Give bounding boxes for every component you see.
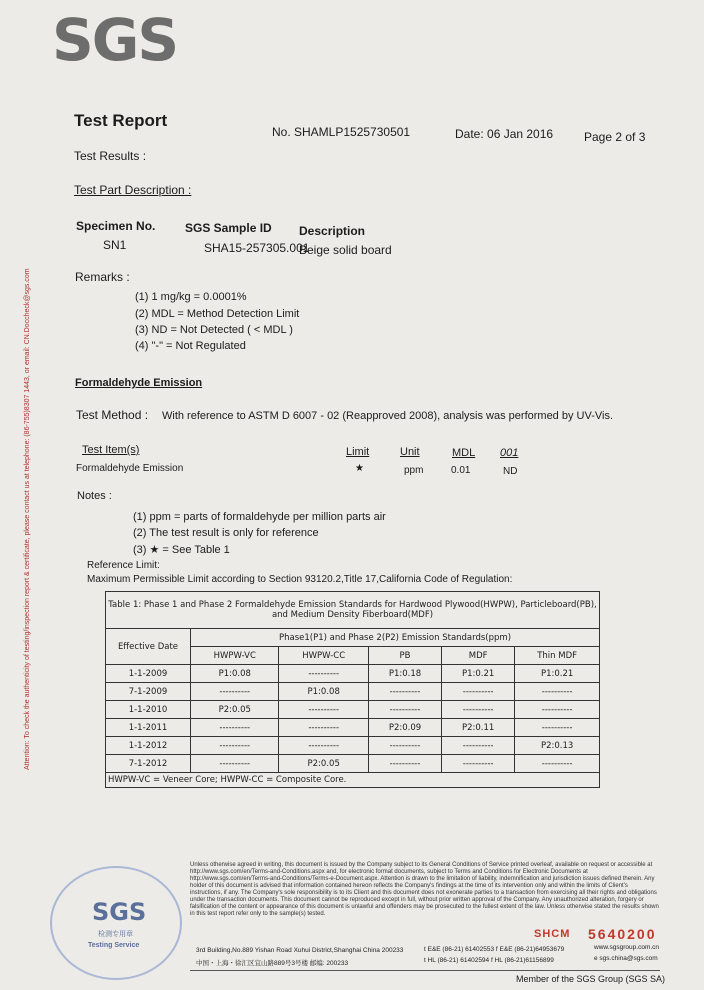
specimen-id: SHA15-257305.001: [204, 241, 310, 255]
results-item: Formaldehyde Emission: [76, 463, 184, 474]
specimen-desc: Beige solid board: [299, 243, 392, 257]
results-value: ND: [503, 466, 518, 477]
table-cell: ----------: [442, 701, 515, 719]
table-caption: Table 1: Phase 1 and Phase 2 Formaldehyde Emission Standards for Hardwood Plywood(HWPW), Particleboard(PB), and Medium Density Fiberboard(MDF): [106, 592, 600, 629]
table-row: [106, 737, 600, 755]
remark-item: (4) "-" = Not Regulated: [135, 340, 246, 352]
stamp-chinese-text: 检测专用章: [98, 931, 133, 938]
telephone-hl: t HL (86-21) 61402594 f HL (86-21)61156899: [424, 957, 554, 964]
authenticity-side-text: Attention: To check the authenticity of testing/inspection report & certificate, please contact us at telephone: (86-755)8307 1443, or email: CN.Doccheck@sgs.com: [24, 268, 31, 770]
table-row: [106, 701, 600, 719]
table-cell: 1-1-2010: [106, 701, 191, 719]
address-english: 3rd Building,No.889 Yishan Road Xuhui District,Shanghai China 200233: [196, 947, 404, 954]
table-cell: 7-1-2012: [106, 755, 191, 773]
table-cell: ----------: [279, 719, 368, 737]
page-number: Page 2 of 3: [584, 130, 646, 144]
remarks-label: Remarks :: [75, 270, 130, 284]
stamp-english-text: Testing Service: [88, 942, 140, 949]
note-item: (1) ppm = parts of formaldehyde per million parts air: [133, 511, 386, 523]
footer-disclaimer: Unless otherwise agreed in writing, this document is issued by the Company subject to its General Conditions of Service printed overleaf, available on request or accessible at http://www.sgs.com/en/Terms-and-Conditions.aspx and, for electronic format documents, subject to Terms and Conditions for Electronic Documents at http://www.sgs.com/en/Terms-and-Conditions/Terms-e-Document.aspx. Attention is drawn to the limitation of liability, indemnification and jurisdiction issues defined therein. Any holder of this document is advised that information contained hereon reflects the Company's findings at the time of its intervention only and within the limits of Client's instructions, if any. The Company's sole responsibility is to its Client and this document does not exonerate parties to a transaction from exercising all their rights and obligations under the transaction documents. This document cannot be reproduced except in full, without prior written approval of the Company. Any unauthorized alteration, forgery or falsification of the content or appearance of this document is unlawful and offenders may be prosecuted to the fullest extent of the law. Unless otherwise stated the results shown in this test report refer only to the sample(s) tested.: [190, 862, 659, 917]
specimen-header-id: SGS Sample ID: [185, 221, 272, 235]
section-title: Formaldehyde Emission: [75, 377, 203, 389]
table-row: [106, 719, 600, 737]
sgs-logo: SGS: [52, 6, 178, 74]
table-cell: 1-1-2009: [106, 665, 191, 683]
results-limit: ★: [355, 463, 364, 474]
table-cell: ----------: [368, 683, 441, 701]
website-link[interactable]: www.sgsgroup.com.cn: [594, 944, 660, 951]
results-header-item: Test Item(s): [82, 444, 140, 456]
results-header-limit: Limit: [346, 446, 370, 458]
table-cell: 1-1-2011: [106, 719, 191, 737]
notes-label: Notes :: [77, 490, 112, 502]
report-title: Test Report: [74, 111, 168, 130]
member-of-sgs: Member of the SGS Group (SGS SA): [516, 974, 666, 984]
address-chinese: 中国・上海・徐汇区宜山路889号3号楼 邮编: 200233: [196, 960, 349, 967]
table-cell: P1:0.21: [515, 665, 600, 683]
column-header: HWPW-VC: [191, 647, 279, 665]
remark-item: (2) MDL = Method Detection Limit: [135, 308, 300, 320]
test-results-label: Test Results :: [74, 149, 147, 163]
effective-date-header: Effective Date: [106, 629, 191, 665]
table-cell: 1-1-2012: [106, 737, 191, 755]
table-row: [106, 683, 600, 701]
table-cell: P2:0.11: [442, 719, 515, 737]
stamp-sgs-text: SGS: [92, 898, 147, 926]
remark-item: (1) 1 mg/kg = 0.0001%: [135, 291, 247, 303]
table-cell: ----------: [191, 755, 279, 773]
specimen-no: SN1: [103, 238, 127, 252]
table-cell: ----------: [368, 737, 441, 755]
results-mdl: 0.01: [451, 465, 471, 476]
report-date: Date: 06 Jan 2016: [455, 127, 554, 141]
table-cell: ----------: [279, 665, 368, 683]
table-cell: P1:0.18: [368, 665, 441, 683]
table-cell: ----------: [279, 737, 368, 755]
table-cell: P2:0.13: [515, 737, 600, 755]
table-cell: P2:0.05: [279, 755, 368, 773]
table-row: [106, 755, 600, 773]
table-row: [106, 665, 600, 683]
column-header: Thin MDF: [515, 647, 600, 665]
table-cell: ----------: [515, 755, 600, 773]
table-cell: ----------: [515, 719, 600, 737]
table-cell: ----------: [442, 755, 515, 773]
table-cell: P2:0.09: [368, 719, 441, 737]
remark-item: (3) ND = Not Detected ( < MDL ): [135, 324, 293, 336]
table-cell: ----------: [191, 683, 279, 701]
table-cell: ----------: [279, 701, 368, 719]
note-item: (3) ★ = See Table 1: [133, 544, 230, 556]
table-cell: P2:0.05: [191, 701, 279, 719]
test-method-label: Test Method :: [76, 408, 149, 422]
table-cell: P1:0.21: [442, 665, 515, 683]
test-part-label: Test Part Description :: [74, 183, 192, 197]
shcm-number: 5640200: [588, 926, 657, 942]
test-method-text: With reference to ASTM D 6007 - 02 (Reapproved 2008), analysis was performed by UV-Vis.: [162, 410, 614, 422]
column-header: HWPW-CC: [279, 647, 368, 665]
email-link[interactable]: e sgs.china@sgs.com: [594, 955, 658, 962]
telephone-ee: t E&E (86-21) 61402553 f E&E (86-21)64953679: [424, 946, 565, 953]
table-cell: ----------: [442, 683, 515, 701]
table-cell: 7-1-2009: [106, 683, 191, 701]
table-cell: ----------: [368, 755, 441, 773]
emission-standards-table: [105, 591, 600, 788]
table-cell: ----------: [191, 719, 279, 737]
results-header-sample: 001: [500, 447, 519, 459]
table-footnote: HWPW-VC = Veneer Core; HWPW-CC = Composite Core.: [106, 773, 600, 788]
footer-divider: [190, 970, 660, 971]
table-cell: ----------: [515, 701, 600, 719]
results-header-mdl: MDL: [452, 447, 476, 459]
emission-group-header: Phase1(P1) and Phase 2(P2) Emission Standards(ppm): [191, 629, 600, 647]
table-cell: P1:0.08: [191, 665, 279, 683]
specimen-header-no: Specimen No.: [76, 219, 156, 233]
results-header-unit: Unit: [400, 446, 420, 458]
shcm-code: SHCM: [534, 928, 571, 940]
reference-line-1: Reference Limit:: [87, 560, 160, 571]
report-number: No. SHAMLP1525730501: [272, 125, 411, 139]
column-header: MDF: [442, 647, 515, 665]
reference-line-2: Maximum Permissible Limit according to Section 93120.2,Title 17,California Code of Regulation:: [87, 574, 513, 585]
table-cell: P1:0.08: [279, 683, 368, 701]
specimen-header-desc: Description: [299, 224, 366, 238]
table-cell: ----------: [442, 737, 515, 755]
column-header: PB: [368, 647, 441, 665]
note-item: (2) The test result is only for reference: [133, 527, 319, 539]
table-cell: ----------: [368, 701, 441, 719]
table-cell: ----------: [191, 737, 279, 755]
table-cell: ----------: [515, 683, 600, 701]
results-unit: ppm: [404, 465, 424, 476]
